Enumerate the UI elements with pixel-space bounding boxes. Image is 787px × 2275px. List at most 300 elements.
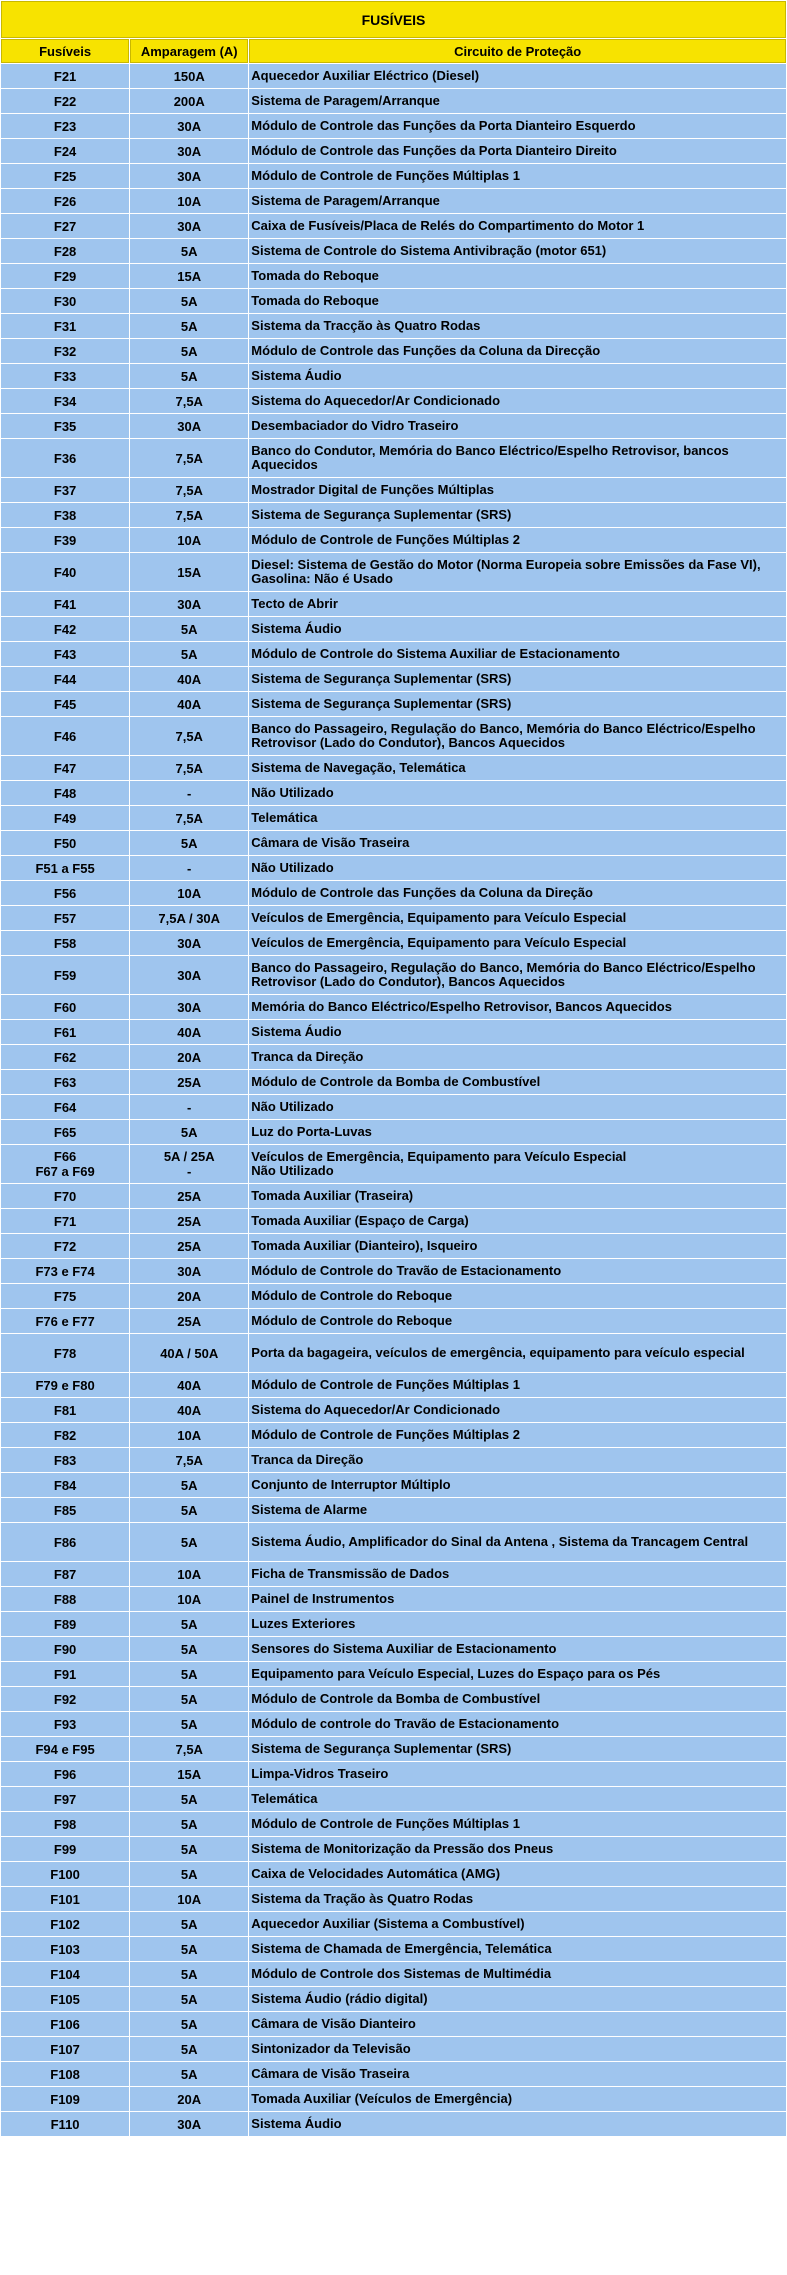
table-row (1, 89, 786, 113)
table-row (1, 1020, 786, 1044)
table-row (1, 717, 786, 755)
amperage-cell: 25A (130, 1309, 248, 1333)
fuse-cell: F51 a F55 (1, 856, 129, 880)
header-fuse: Fusíveis (1, 39, 129, 63)
fuse-cell: F76 e F77 (1, 1309, 129, 1333)
fuse-cell: F42 (1, 617, 129, 641)
amperage-cell: 5A (130, 1498, 248, 1522)
amperage-cell: 5A (130, 314, 248, 338)
amperage-cell: 30A (130, 931, 248, 955)
fuse-cell: F64 (1, 1095, 129, 1119)
table-row (1, 1637, 786, 1661)
amperage-cell: 40A (130, 692, 248, 716)
table-row (1, 642, 786, 666)
circuit-cell: Limpa-Vidros Traseiro (249, 1762, 786, 1786)
circuit-cell: Não Utilizado (249, 1095, 786, 1119)
fuse-cell: F85 (1, 1498, 129, 1522)
table-row (1, 1523, 786, 1561)
circuit-cell: Módulo de Controle das Funções da Coluna da Direção (249, 881, 786, 905)
fuse-cell: F94 e F95 (1, 1737, 129, 1761)
table-row (1, 289, 786, 313)
fuse-cell: F93 (1, 1712, 129, 1736)
circuit-cell: Veículos de Emergência, Equipamento para Veículo Especial (249, 906, 786, 930)
table-title: FUSÍVEIS (1, 1, 786, 38)
table-row (1, 592, 786, 616)
table-row (1, 528, 786, 552)
amperage-cell: 7,5A (130, 806, 248, 830)
amperage-cell: 7,5A (130, 717, 248, 755)
table-row (1, 1284, 786, 1308)
fuse-cell: F84 (1, 1473, 129, 1497)
circuit-cell: Luz do Porta-Luvas (249, 1120, 786, 1144)
circuit-cell: Aquecedor Auxiliar Eléctrico (Diesel) (249, 64, 786, 88)
table-row (1, 389, 786, 413)
fuse-cell: F33 (1, 364, 129, 388)
circuit-cell: Ficha de Transmissão de Dados (249, 1562, 786, 1586)
fuse-cell: F104 (1, 1962, 129, 1986)
circuit-cell: Tomada Auxiliar (Dianteiro), Isqueiro (249, 1234, 786, 1258)
table-row (1, 1473, 786, 1497)
amperage-cell: 30A (130, 114, 248, 138)
fuse-cell: F47 (1, 756, 129, 780)
circuit-cell: Banco do Condutor, Memória do Banco Eléctrico/Espelho Retrovisor, bancos Aquecidos (249, 439, 786, 477)
circuit-cell: Módulo de Controle dos Sistemas de Multimédia (249, 1962, 786, 1986)
fuse-table-body (1, 64, 786, 2136)
amperage-cell: 5A (130, 1812, 248, 1836)
table-row (1, 2062, 786, 2086)
table-row (1, 1937, 786, 1961)
amperage-cell: 5A (130, 2037, 248, 2061)
amperage-cell: 30A (130, 956, 248, 994)
table-row (1, 439, 786, 477)
circuit-cell: Sistema do Aquecedor/Ar Condicionado (249, 1398, 786, 1422)
amperage-cell: 5A (130, 364, 248, 388)
circuit-cell: Telemática (249, 1787, 786, 1811)
circuit-cell: Sistema de Paragem/Arranque (249, 89, 786, 113)
fuse-cell: F86 (1, 1523, 129, 1561)
amperage-cell: 25A (130, 1234, 248, 1258)
amperage-cell: 30A (130, 214, 248, 238)
table-row (1, 553, 786, 591)
amperage-cell: 7,5A (130, 1737, 248, 1761)
table-row (1, 314, 786, 338)
amperage-cell: 15A (130, 553, 248, 591)
circuit-cell: Tecto de Abrir (249, 592, 786, 616)
fuse-cell: F41 (1, 592, 129, 616)
fuse-cell: F40 (1, 553, 129, 591)
fuse-cell: F24 (1, 139, 129, 163)
fuse-cell: F106 (1, 2012, 129, 2036)
fuse-cell: F28 (1, 239, 129, 263)
circuit-cell: Módulo de Controle de Funções Múltiplas 2 (249, 528, 786, 552)
amperage-cell: 40A / 50A (130, 1334, 248, 1372)
table-row (1, 139, 786, 163)
amperage-cell: 7,5A (130, 503, 248, 527)
circuit-cell: Telemática (249, 806, 786, 830)
fuse-cell: F73 e F74 (1, 1259, 129, 1283)
circuit-cell: Desembaciador do Vidro Traseiro (249, 414, 786, 438)
circuit-cell: Veículos de Emergência, Equipamento para Veículo Especial Não Utilizado (249, 1145, 786, 1183)
table-row (1, 1120, 786, 1144)
amperage-cell: 10A (130, 1423, 248, 1447)
table-row (1, 264, 786, 288)
amperage-cell: 7,5A (130, 756, 248, 780)
circuit-cell: Câmara de Visão Traseira (249, 2062, 786, 2086)
amperage-cell: 5A (130, 1712, 248, 1736)
amperage-cell: 25A (130, 1184, 248, 1208)
circuit-cell: Sistema da Tracção às Quatro Rodas (249, 314, 786, 338)
table-row (1, 1045, 786, 1069)
header-row (1, 39, 786, 63)
table-row (1, 1209, 786, 1233)
table-row (1, 1398, 786, 1422)
fuse-cell: F98 (1, 1812, 129, 1836)
circuit-cell: Sistema Áudio (249, 364, 786, 388)
circuit-cell: Luzes Exteriores (249, 1612, 786, 1636)
circuit-cell: Porta da bagageira, veículos de emergência, equipamento para veículo especial (249, 1334, 786, 1372)
table-row (1, 956, 786, 994)
fuse-cell: F71 (1, 1209, 129, 1233)
table-row (1, 1423, 786, 1447)
fuse-cell: F110 (1, 2112, 129, 2136)
table-row (1, 364, 786, 388)
amperage-cell: 5A (130, 339, 248, 363)
fuse-cell: F48 (1, 781, 129, 805)
table-row (1, 1448, 786, 1472)
circuit-cell: Sistema de Segurança Suplementar (SRS) (249, 692, 786, 716)
fuse-cell: F66 F67 a F69 (1, 1145, 129, 1183)
fuse-cell: F72 (1, 1234, 129, 1258)
fuse-cell: F63 (1, 1070, 129, 1094)
fuse-cell: F81 (1, 1398, 129, 1422)
fuse-cell: F107 (1, 2037, 129, 2061)
amperage-cell: 5A (130, 831, 248, 855)
fuse-cell: F83 (1, 1448, 129, 1472)
circuit-cell: Tomada do Reboque (249, 289, 786, 313)
circuit-cell: Tomada Auxiliar (Espaço de Carga) (249, 1209, 786, 1233)
fuse-cell: F92 (1, 1687, 129, 1711)
table-row (1, 214, 786, 238)
fuse-cell: F75 (1, 1284, 129, 1308)
circuit-cell: Equipamento para Veículo Especial, Luzes do Espaço para os Pés (249, 1662, 786, 1686)
table-row (1, 856, 786, 880)
fuse-cell: F91 (1, 1662, 129, 1686)
fuse-cell: F22 (1, 89, 129, 113)
fuse-cell: F39 (1, 528, 129, 552)
circuit-cell: Sistema Áudio (249, 2112, 786, 2136)
amperage-cell: 40A (130, 667, 248, 691)
circuit-cell: Sistema do Aquecedor/Ar Condicionado (249, 389, 786, 413)
amperage-cell: 10A (130, 1587, 248, 1611)
fuse-cell: F102 (1, 1912, 129, 1936)
amperage-cell: 30A (130, 2112, 248, 2136)
amperage-cell: 10A (130, 189, 248, 213)
table-row (1, 1234, 786, 1258)
table-row (1, 2012, 786, 2036)
circuit-cell: Sistema de Segurança Suplementar (SRS) (249, 667, 786, 691)
title-row (1, 1, 786, 38)
table-row (1, 906, 786, 930)
circuit-cell: Tomada Auxiliar (Traseira) (249, 1184, 786, 1208)
fuse-cell: F43 (1, 642, 129, 666)
amperage-cell: 30A (130, 592, 248, 616)
amperage-cell: 5A (130, 2062, 248, 2086)
table-row (1, 64, 786, 88)
circuit-cell: Módulo de Controle do Travão de Estacionamento (249, 1259, 786, 1283)
fuse-cell: F37 (1, 478, 129, 502)
circuit-cell: Não Utilizado (249, 856, 786, 880)
fuse-cell: F50 (1, 831, 129, 855)
amperage-cell: 5A (130, 1912, 248, 1936)
circuit-cell: Tranca da Direção (249, 1448, 786, 1472)
circuit-cell: Sistema de Alarme (249, 1498, 786, 1522)
circuit-cell: Módulo de Controle do Reboque (249, 1309, 786, 1333)
table-row (1, 478, 786, 502)
circuit-cell: Caixa de Fusíveis/Placa de Relés do Compartimento do Motor 1 (249, 214, 786, 238)
amperage-cell: 5A (130, 1120, 248, 1144)
table-row (1, 1737, 786, 1761)
circuit-cell: Sistema de Segurança Suplementar (SRS) (249, 503, 786, 527)
circuit-cell: Módulo de controle do Travão de Estacionamento (249, 1712, 786, 1736)
circuit-cell: Não Utilizado (249, 781, 786, 805)
amperage-cell: 40A (130, 1020, 248, 1044)
amperage-cell: 20A (130, 2087, 248, 2111)
fuse-cell: F89 (1, 1612, 129, 1636)
circuit-cell: Banco do Passageiro, Regulação do Banco, Memória do Banco Eléctrico/Espelho Retrovisor (Lado do Condutor), Bancos Aquecidos (249, 717, 786, 755)
table-row (1, 1662, 786, 1686)
amperage-cell: - (130, 781, 248, 805)
fuse-cell: F101 (1, 1887, 129, 1911)
fuse-cell: F44 (1, 667, 129, 691)
amperage-cell: 5A (130, 1937, 248, 1961)
circuit-cell: Diesel: Sistema de Gestão do Motor (Norma Europeia sobre Emissões da Fase VI), Gasolina: Não é Usado (249, 553, 786, 591)
circuit-cell: Mostrador Digital de Funções Múltiplas (249, 478, 786, 502)
circuit-cell: Tranca da Direção (249, 1045, 786, 1069)
circuit-cell: Sintonizador da Televisão (249, 2037, 786, 2061)
fuse-cell: F31 (1, 314, 129, 338)
fuse-cell: F36 (1, 439, 129, 477)
circuit-cell: Módulo de Controle do Reboque (249, 1284, 786, 1308)
circuit-cell: Banco do Passageiro, Regulação do Banco, Memória do Banco Eléctrico/Espelho Retrovisor (Lado do Condutor), Bancos Aquecidos (249, 956, 786, 994)
table-row (1, 1184, 786, 1208)
fuse-cell: F97 (1, 1787, 129, 1811)
amperage-cell: 7,5A (130, 389, 248, 413)
circuit-cell: Câmara de Visão Traseira (249, 831, 786, 855)
table-row (1, 667, 786, 691)
amperage-cell: 5A (130, 1687, 248, 1711)
amperage-cell: 150A (130, 64, 248, 88)
fuse-cell: F29 (1, 264, 129, 288)
table-row (1, 114, 786, 138)
table-row (1, 881, 786, 905)
table-row (1, 831, 786, 855)
table-row (1, 756, 786, 780)
table-row (1, 1812, 786, 1836)
circuit-cell: Módulo de Controle das Funções da Porta Dianteiro Direito (249, 139, 786, 163)
amperage-cell: 200A (130, 89, 248, 113)
table-row (1, 1762, 786, 1786)
table-row (1, 1334, 786, 1372)
circuit-cell: Aquecedor Auxiliar (Sistema a Combustível) (249, 1912, 786, 1936)
table-row (1, 1259, 786, 1283)
table-row (1, 617, 786, 641)
amperage-cell: 5A (130, 1473, 248, 1497)
amperage-cell: 30A (130, 995, 248, 1019)
circuit-cell: Conjunto de Interruptor Múltiplo (249, 1473, 786, 1497)
fuse-cell: F96 (1, 1762, 129, 1786)
amperage-cell: 5A (130, 1637, 248, 1661)
amperage-cell: 5A (130, 1837, 248, 1861)
amperage-cell: 25A (130, 1209, 248, 1233)
table-row (1, 1987, 786, 2011)
amperage-cell: 5A (130, 2012, 248, 2036)
fuse-cell: F21 (1, 64, 129, 88)
circuit-cell: Módulo de Controle de Funções Múltiplas 1 (249, 164, 786, 188)
table-row (1, 1309, 786, 1333)
table-row (1, 2087, 786, 2111)
circuit-cell: Sistema de Paragem/Arranque (249, 189, 786, 213)
amperage-cell: 5A (130, 289, 248, 313)
circuit-cell: Memória do Banco Eléctrico/Espelho Retrovisor, Bancos Aquecidos (249, 995, 786, 1019)
circuit-cell: Sistema de Navegação, Telemática (249, 756, 786, 780)
table-row (1, 1837, 786, 1861)
circuit-cell: Caixa de Velocidades Automática (AMG) (249, 1862, 786, 1886)
table-row (1, 1887, 786, 1911)
circuit-cell: Módulo de Controle das Funções da Coluna da Direcção (249, 339, 786, 363)
amperage-cell: - (130, 1095, 248, 1119)
table-row (1, 692, 786, 716)
fuse-cell: F78 (1, 1334, 129, 1372)
fuse-cell: F49 (1, 806, 129, 830)
table-row (1, 931, 786, 955)
amperage-cell: 20A (130, 1045, 248, 1069)
table-row (1, 1787, 786, 1811)
circuit-cell: Sistema da Tração às Quatro Rodas (249, 1887, 786, 1911)
circuit-cell: Sistema Áudio (249, 1020, 786, 1044)
table-row (1, 1962, 786, 1986)
fuse-cell: F60 (1, 995, 129, 1019)
fuse-cell: F58 (1, 931, 129, 955)
fuse-cell: F26 (1, 189, 129, 213)
circuit-cell: Módulo de Controle da Bomba de Combustível (249, 1687, 786, 1711)
amperage-cell: 40A (130, 1398, 248, 1422)
amperage-cell: 30A (130, 164, 248, 188)
table-row (1, 503, 786, 527)
header-circuit: Circuito de Proteção (249, 39, 786, 63)
fuse-cell: F32 (1, 339, 129, 363)
circuit-cell: Câmara de Visão Dianteiro (249, 2012, 786, 2036)
circuit-cell: Tomada do Reboque (249, 264, 786, 288)
circuit-cell: Veículos de Emergência, Equipamento para Veículo Especial (249, 931, 786, 955)
fuse-cell: F30 (1, 289, 129, 313)
fuse-cell: F27 (1, 214, 129, 238)
circuit-cell: Módulo de Controle de Funções Múltiplas 1 (249, 1373, 786, 1397)
table-row (1, 2037, 786, 2061)
amperage-cell: 10A (130, 1887, 248, 1911)
amperage-cell: 30A (130, 414, 248, 438)
circuit-cell: Painel de Instrumentos (249, 1587, 786, 1611)
fuse-cell: F99 (1, 1837, 129, 1861)
circuit-cell: Sistema Áudio, Amplificador do Sinal da Antena , Sistema da Trancagem Central (249, 1523, 786, 1561)
fuse-cell: F59 (1, 956, 129, 994)
fuse-cell: F90 (1, 1637, 129, 1661)
amperage-cell: 10A (130, 881, 248, 905)
amperage-cell: 5A (130, 1523, 248, 1561)
table-row (1, 1095, 786, 1119)
fuse-cell: F46 (1, 717, 129, 755)
table-row (1, 1373, 786, 1397)
table-row (1, 189, 786, 213)
circuit-cell: Sistema Áudio (rádio digital) (249, 1987, 786, 2011)
amperage-cell: 10A (130, 528, 248, 552)
table-row (1, 995, 786, 1019)
amperage-cell: 7,5A / 30A (130, 906, 248, 930)
fuse-cell: F79 e F80 (1, 1373, 129, 1397)
amperage-cell: 7,5A (130, 1448, 248, 1472)
table-row (1, 414, 786, 438)
circuit-cell: Sensores do Sistema Auxiliar de Estacionamento (249, 1637, 786, 1661)
table-row (1, 339, 786, 363)
amperage-cell: 7,5A (130, 439, 248, 477)
circuit-cell: Tomada Auxiliar (Veículos de Emergência) (249, 2087, 786, 2111)
fuse-cell: F45 (1, 692, 129, 716)
circuit-cell: Sistema de Chamada de Emergência, Telemática (249, 1937, 786, 1961)
fuse-cell: F25 (1, 164, 129, 188)
amperage-cell: 5A (130, 1962, 248, 1986)
fuse-cell: F56 (1, 881, 129, 905)
amperage-cell: 30A (130, 139, 248, 163)
fuse-cell: F82 (1, 1423, 129, 1447)
fuse-cell: F57 (1, 906, 129, 930)
amperage-cell: 5A (130, 1612, 248, 1636)
fuse-cell: F34 (1, 389, 129, 413)
table-row (1, 1612, 786, 1636)
fuse-cell: F105 (1, 1987, 129, 2011)
circuit-cell: Sistema de Controle do Sistema Antivibração (motor 651) (249, 239, 786, 263)
fuse-cell: F109 (1, 2087, 129, 2111)
amperage-cell: 5A (130, 239, 248, 263)
table-row (1, 1687, 786, 1711)
amperage-cell: 5A (130, 1787, 248, 1811)
fuse-cell: F70 (1, 1184, 129, 1208)
table-row (1, 1145, 786, 1183)
fuse-cell: F65 (1, 1120, 129, 1144)
fuse-cell: F23 (1, 114, 129, 138)
table-row (1, 239, 786, 263)
circuit-cell: Sistema de Monitorização da Pressão dos Pneus (249, 1837, 786, 1861)
circuit-cell: Módulo de Controle da Bomba de Combustível (249, 1070, 786, 1094)
amperage-cell: 10A (130, 1562, 248, 1586)
circuit-cell: Módulo de Controle do Sistema Auxiliar de Estacionamento (249, 642, 786, 666)
amperage-cell: 5A (130, 1862, 248, 1886)
circuit-cell: Sistema de Segurança Suplementar (SRS) (249, 1737, 786, 1761)
fuse-cell: F100 (1, 1862, 129, 1886)
table-row (1, 1562, 786, 1586)
amperage-cell: 5A (130, 1662, 248, 1686)
amperage-cell: 7,5A (130, 478, 248, 502)
amperage-cell: 5A / 25A - (130, 1145, 248, 1183)
amperage-cell: - (130, 856, 248, 880)
table-row (1, 781, 786, 805)
fuse-cell: F61 (1, 1020, 129, 1044)
fuse-cell: F62 (1, 1045, 129, 1069)
fuse-cell: F35 (1, 414, 129, 438)
amperage-cell: 5A (130, 642, 248, 666)
circuit-cell: Módulo de Controle de Funções Múltiplas 1 (249, 1812, 786, 1836)
fuse-cell: F87 (1, 1562, 129, 1586)
table-row (1, 1912, 786, 1936)
table-row (1, 806, 786, 830)
